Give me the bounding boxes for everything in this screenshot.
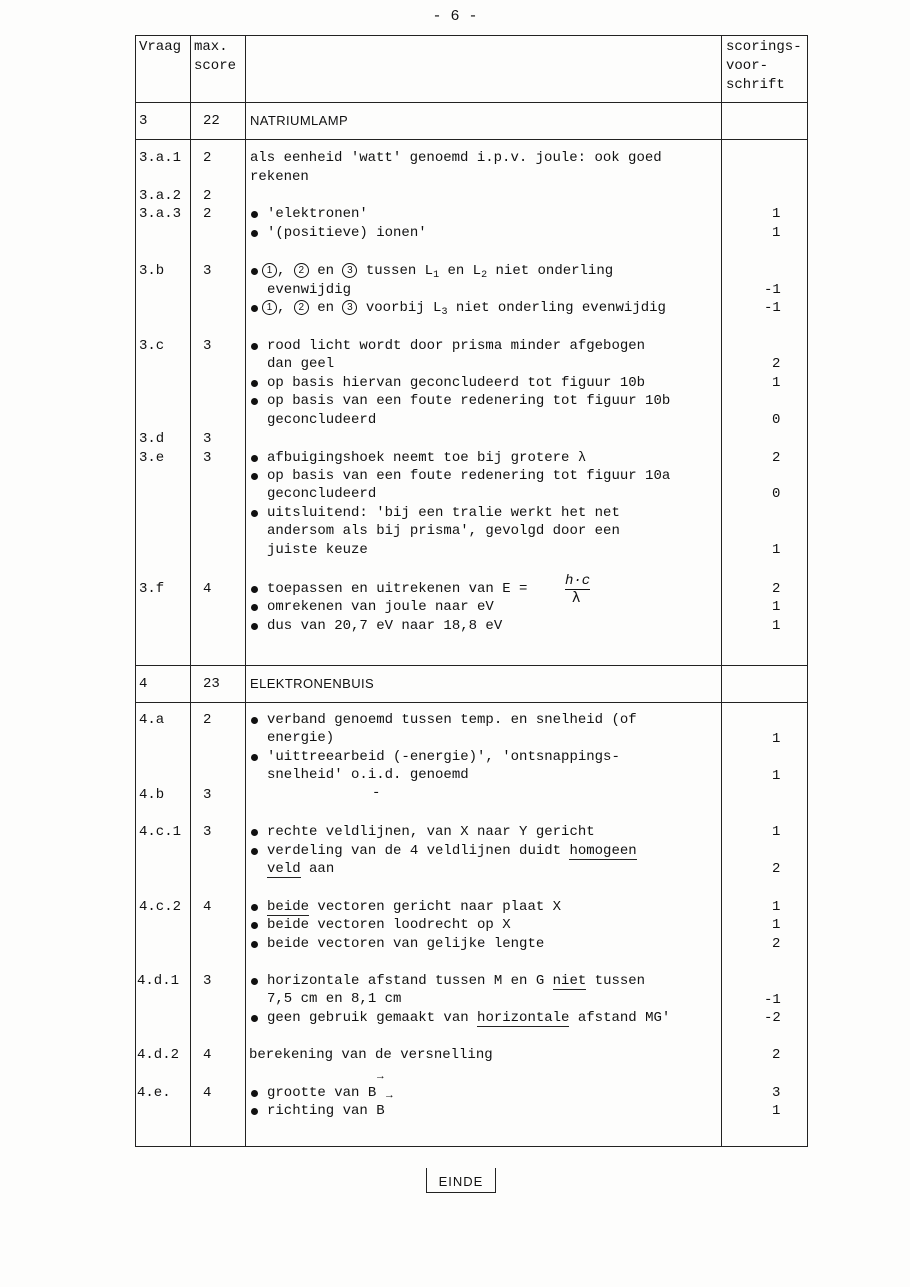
criterion-score: 3: [772, 1085, 781, 1101]
bullet-icon: [251, 1108, 258, 1115]
question-number: 3.a.3: [139, 206, 182, 222]
criterion-text: juiste keuze: [267, 542, 368, 558]
column-divider-2: [245, 35, 246, 1147]
question-number: 3.c: [139, 338, 165, 354]
criterion-text: afbuigingshoek neemt toe bij grotere λ: [267, 450, 587, 466]
circled-2-icon: 2: [294, 300, 309, 315]
criterion-text: toepassen en uitrekenen van E =: [267, 581, 528, 597]
question-max-score: 4: [203, 1085, 212, 1101]
header-divider: [135, 102, 808, 103]
question-max-score: 3: [203, 824, 212, 840]
vector-arrow-icon: →: [377, 1071, 384, 1083]
page-number: - 6 -: [432, 8, 478, 25]
header-scoring-line1: scorings-: [726, 39, 802, 55]
question-number: 3.d: [139, 431, 165, 447]
criterion-score: 2: [772, 581, 781, 597]
bullet-icon: [251, 586, 258, 593]
criterion-text: geconcludeerd: [267, 486, 377, 502]
column-divider-3: [721, 35, 722, 1147]
criterion-score: 1: [772, 768, 781, 784]
section-number: 3: [139, 113, 148, 129]
section-max-score: 23: [203, 676, 220, 692]
question-max-score: 4: [203, 899, 212, 915]
column-divider-1: [190, 35, 191, 1147]
bullet-icon: [251, 1015, 258, 1022]
bullet-icon: [251, 230, 258, 237]
question-max-score: 2: [203, 150, 212, 166]
criterion-text: veld aan: [267, 861, 335, 877]
header-scoring-line2: voor-: [726, 58, 769, 74]
bullet-icon: [251, 455, 258, 462]
criterion-text: beide vectoren loodrecht op X: [267, 917, 511, 933]
question-number: 4.c.1: [139, 824, 182, 840]
bullet-icon: [251, 398, 258, 405]
question-number: 3.e: [139, 450, 165, 466]
question-number: 4.d.1: [137, 973, 180, 989]
criterion-text: 'elektronen': [267, 206, 368, 222]
criterion-score: 1: [772, 618, 781, 634]
question-max-score: 3: [203, 787, 212, 803]
section3-divider: [135, 139, 808, 140]
criterion-text: energie): [267, 730, 335, 746]
circled-1-icon: 1: [262, 263, 277, 278]
question-max-score: 3: [203, 431, 212, 447]
circled-3-icon: 3: [342, 300, 357, 315]
criterion-score: 2: [772, 1047, 781, 1063]
criterion-text: dus van 20,7 eV naar 18,8 eV: [267, 618, 503, 634]
table-border-bottom: [135, 1146, 808, 1147]
criterion-score: 1: [772, 731, 781, 747]
table-border-right: [807, 35, 808, 1147]
criterion-text: verdeling van de 4 veldlijnen duidt homogeen: [267, 843, 637, 859]
bullet-icon: [251, 343, 258, 350]
criterion-text: dan geel: [267, 356, 335, 372]
bullet-icon: [251, 305, 258, 312]
criterion-score: 1: [772, 917, 781, 933]
question-number: 3.a.1: [139, 150, 182, 166]
bullet-icon: [251, 754, 258, 761]
criterion-text: 1 , 2 en 3 voorbij $L_3$ niet onderling evenwijdig: [262, 299, 666, 322]
criterion-score: 1: [772, 1103, 781, 1119]
header-max-score-line2: score: [194, 58, 237, 74]
header-max-score-line1: max.: [194, 39, 228, 55]
criterion-score: 1: [772, 542, 781, 558]
criterion-text: beide vectoren gericht naar plaat X: [267, 899, 562, 915]
bullet-icon: [251, 380, 258, 387]
criterion-score: 2: [772, 861, 781, 877]
criterion-text: verband genoemd tussen temp. en snelheid (of: [267, 712, 637, 728]
bullet-icon: [251, 922, 258, 929]
criterion-score: 2: [772, 450, 781, 466]
criterion-score: 1: [772, 206, 781, 222]
criterion-score: 1: [772, 824, 781, 840]
bullet-icon: [251, 1090, 258, 1097]
table-border-left: [135, 35, 136, 1147]
bullet-icon: [251, 211, 258, 218]
end-marker: EINDE: [426, 1168, 496, 1193]
question-number: 3.b: [139, 263, 165, 279]
criterion-text: berekening van de versnelling: [249, 1047, 493, 1063]
header-vraag: Vraag: [139, 39, 182, 55]
circled-2-icon: 2: [294, 263, 309, 278]
question-max-score: 3: [203, 338, 212, 354]
bullet-icon: [251, 848, 258, 855]
criterion-text: omrekenen van joule naar eV: [267, 599, 494, 615]
dash-mark: -: [372, 785, 381, 801]
question-max-score: 4: [203, 1047, 212, 1063]
criterion-text: geen gebruik gemaakt van horizontale afstand MG': [267, 1010, 671, 1026]
formula-numerator: h·c: [565, 573, 591, 589]
header-scoring-line3: schrift: [726, 77, 785, 93]
bullet-icon: [251, 604, 258, 611]
criterion-text: 7,5 cm en 8,1 cm: [267, 991, 402, 1007]
criterion-text: uitsluitend: 'bij een tralie werkt het net: [267, 505, 620, 521]
criterion-score: 2: [772, 356, 781, 372]
question-max-score: 2: [203, 206, 212, 222]
section4-divider: [135, 702, 808, 703]
criterion-text: als eenheid 'watt' genoemd i.p.v. joule: ook goed: [250, 150, 662, 166]
criterion-score: -2: [764, 1010, 781, 1026]
question-max-score: 2: [203, 188, 212, 204]
question-max-score: 2: [203, 712, 212, 728]
question-number: 3.a.2: [139, 188, 182, 204]
circled-1-icon: 1: [262, 300, 277, 315]
criterion-text: op basis van een foute redenering tot figuur 10a: [267, 468, 671, 484]
question-max-score: 3: [203, 263, 212, 279]
section-number: 4: [139, 676, 148, 692]
criterion-score: 1: [772, 599, 781, 615]
bullet-icon: [251, 717, 258, 724]
section-max-score: 22: [203, 113, 220, 129]
vector-arrow-icon: →: [386, 1090, 393, 1102]
question-number: 4.d.2: [137, 1047, 180, 1063]
table-border-top: [135, 35, 808, 36]
bullet-icon: [251, 510, 258, 517]
question-number: 4.c.2: [139, 899, 182, 915]
criterion-text: op basis hiervan geconcludeerd tot figuur 10b: [267, 375, 646, 391]
criterion-text: rekenen: [250, 169, 309, 185]
criterion-text: 'uittreearbeid (-energie)', 'ontsnappings-: [267, 749, 620, 765]
criterion-text: geconcludeerd: [267, 412, 377, 428]
bullet-icon: [251, 941, 258, 948]
criterion-score: -1: [764, 300, 781, 316]
criterion-text: rechte veldlijnen, van X naar Y gericht: [267, 824, 595, 840]
criterion-text: 1 , 2 en 3 tussen $L_1$ en $L_2$ niet onderling: [262, 262, 613, 285]
circled-3-icon: 3: [342, 263, 357, 278]
bullet-icon: [251, 268, 258, 275]
criterion-text: andersom als bij prisma', gevolgd door een: [267, 523, 620, 539]
criterion-text: '(positieve) ionen': [267, 225, 427, 241]
section-title: ELEKTRONENBUIS: [250, 676, 375, 691]
question-number: 4.b: [139, 787, 165, 803]
criterion-score: 2: [772, 936, 781, 952]
question-number: 4.e.: [137, 1085, 171, 1101]
criterion-score: 0: [772, 486, 781, 502]
criterion-text: beide vectoren van gelijke lengte: [267, 936, 545, 952]
bullet-icon: [251, 623, 258, 630]
criterion-text: evenwijdig: [267, 282, 352, 298]
criterion-text: rood licht wordt door prisma minder afgebogen: [267, 338, 646, 354]
question-max-score: 4: [203, 581, 212, 597]
criterion-text: op basis van een foute redenering tot figuur 10b: [267, 393, 671, 409]
criterion-score: 1: [772, 375, 781, 391]
criterion-text: grootte van B: [267, 1085, 377, 1101]
section4-top-divider: [135, 665, 808, 666]
section-title: NATRIUMLAMP: [250, 113, 349, 128]
question-max-score: 3: [203, 450, 212, 466]
question-number: 3.f: [139, 581, 165, 597]
question-max-score: 3: [203, 973, 212, 989]
criterion-score: -1: [764, 282, 781, 298]
criterion-score: -1: [764, 992, 781, 1008]
question-number: 4.a: [139, 712, 165, 728]
criterion-text: snelheid' o.i.d. genoemd: [267, 767, 469, 783]
criterion-score: 1: [772, 899, 781, 915]
bullet-icon: [251, 829, 258, 836]
criterion-score: 0: [772, 412, 781, 428]
bullet-icon: [251, 978, 258, 985]
criterion-text: horizontale afstand tussen M en G niet tussen: [267, 973, 646, 989]
criterion-text: richting van B: [267, 1103, 385, 1119]
criterion-score: 1: [772, 225, 781, 241]
formula-denominator: λ: [572, 590, 581, 606]
bullet-icon: [251, 473, 258, 480]
bullet-icon: [251, 904, 258, 911]
